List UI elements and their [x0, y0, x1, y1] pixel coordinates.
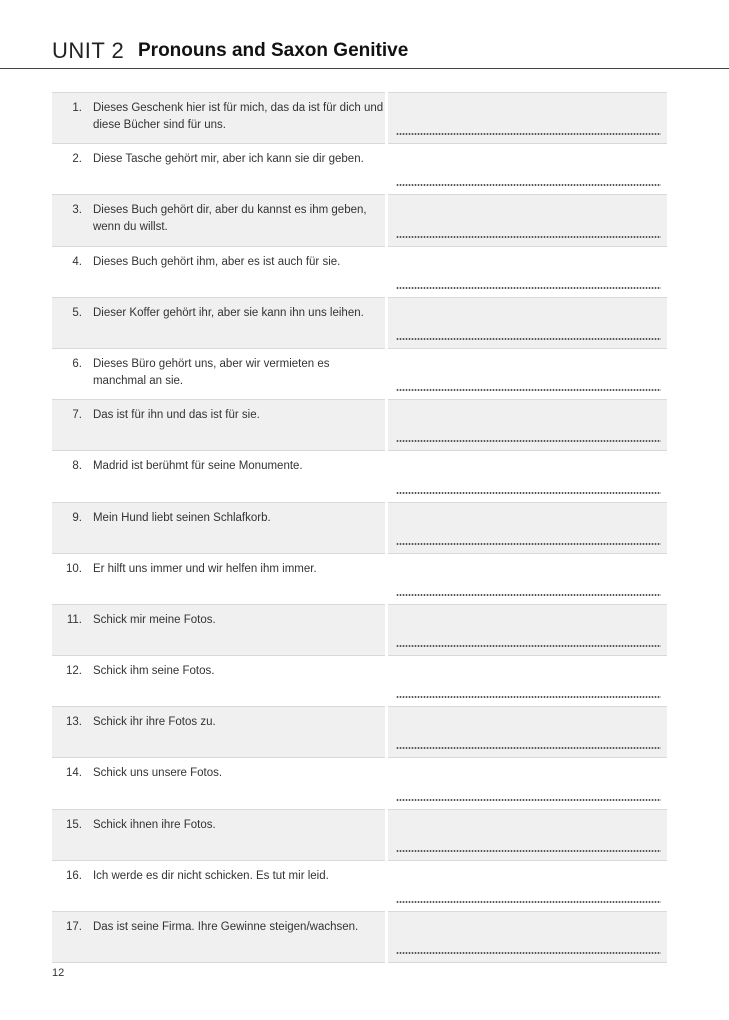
exercise-sentence: Ich werde es dir nicht schicken. Es tut mir leid.	[82, 860, 386, 911]
exercise-row	[52, 246, 667, 297]
exercise-row	[52, 451, 667, 502]
exercise-row	[52, 400, 667, 451]
exercise-sentence: Dieses Buch gehört ihm, aber es ist auch für sie.	[82, 246, 386, 297]
exercise-sentence: Dieses Buch gehört dir, aber du kannst es ihm geben, wenn du willst.	[82, 195, 386, 246]
dotted-answer-line	[396, 747, 661, 749]
dotted-answer-line	[396, 184, 661, 186]
exercise-row	[52, 348, 667, 399]
exercise-row	[52, 758, 667, 809]
exercise-sentence: Dieses Büro gehört uns, aber wir vermieten es manchmal an sie.	[82, 348, 386, 399]
exercise-sentence: Das ist seine Firma. Ihre Gewinne steigen/wachsen.	[82, 912, 386, 963]
exercise-sentence: Schick uns unsere Fotos.	[82, 758, 386, 809]
exercise-table	[52, 92, 667, 963]
dotted-answer-line	[396, 543, 661, 545]
exercise-number: 5.	[52, 297, 82, 348]
dotted-answer-line	[396, 133, 661, 135]
unit-label: UNIT 2	[52, 38, 125, 63]
exercise-row	[52, 195, 667, 246]
exercise-number: 10.	[52, 553, 82, 604]
dotted-answer-line	[396, 799, 661, 801]
exercise-number: 6.	[52, 348, 82, 399]
exercise-sentence: Schick ihnen ihre Fotos.	[82, 809, 386, 860]
exercise-sentence: Schick mir meine Fotos.	[82, 604, 386, 655]
page-header	[0, 0, 729, 69]
dotted-answer-line	[396, 338, 661, 340]
exercise-number: 14.	[52, 758, 82, 809]
answer-field[interactable]	[386, 144, 667, 195]
exercise-sentence: Das ist für ihn und das ist für sie.	[82, 400, 386, 451]
answer-field[interactable]	[386, 348, 667, 399]
exercise-number: 8.	[52, 451, 82, 502]
dotted-answer-line	[396, 901, 661, 903]
dotted-answer-line	[396, 850, 661, 852]
dotted-answer-line	[396, 645, 661, 647]
exercise-row	[52, 604, 667, 655]
exercise-sentence: Madrid ist berühmt für seine Monumente.	[82, 451, 386, 502]
dotted-answer-line	[396, 287, 661, 289]
exercise-number: 16.	[52, 860, 82, 911]
answer-field[interactable]	[386, 400, 667, 451]
dotted-answer-line	[396, 952, 661, 954]
answer-field[interactable]	[386, 246, 667, 297]
exercise-number: 11.	[52, 604, 82, 655]
answer-field[interactable]	[386, 93, 667, 144]
exercise-row	[52, 860, 667, 911]
answer-field[interactable]	[386, 860, 667, 911]
exercise-row	[52, 656, 667, 707]
exercise-row	[52, 553, 667, 604]
exercise-sentence: Mein Hund liebt seinen Schlafkorb.	[82, 502, 386, 553]
dotted-answer-line	[396, 389, 661, 391]
exercise-number: 15.	[52, 809, 82, 860]
exercise-row	[52, 297, 667, 348]
exercise-sentence: Er hilft uns immer und wir helfen ihm immer.	[82, 553, 386, 604]
exercise-number: 9.	[52, 502, 82, 553]
answer-field[interactable]	[386, 912, 667, 963]
exercise-row	[52, 144, 667, 195]
exercise-number: 1.	[52, 93, 82, 144]
dotted-answer-line	[396, 236, 661, 238]
answer-field[interactable]	[386, 297, 667, 348]
answer-field[interactable]	[386, 707, 667, 758]
answer-field[interactable]	[386, 553, 667, 604]
dotted-answer-line	[396, 492, 661, 494]
exercise-number: 13.	[52, 707, 82, 758]
exercise-sentence: Dieser Koffer gehört ihr, aber sie kann ihn uns leihen.	[82, 297, 386, 348]
exercise-number: 17.	[52, 912, 82, 963]
exercise-number: 3.	[52, 195, 82, 246]
answer-field[interactable]	[386, 502, 667, 553]
dotted-answer-line	[396, 696, 661, 698]
exercise-row	[52, 912, 667, 963]
page-title: Pronouns and Saxon Genitive	[138, 40, 409, 61]
answer-field[interactable]	[386, 604, 667, 655]
exercise-number: 4.	[52, 246, 82, 297]
dotted-answer-line	[396, 594, 661, 596]
exercise-row	[52, 93, 667, 144]
answer-field[interactable]	[386, 809, 667, 860]
exercise-sentence: Diese Tasche gehört mir, aber ich kann sie dir geben.	[82, 144, 386, 195]
answer-field[interactable]	[386, 451, 667, 502]
exercise-sentence: Dieses Geschenk hier ist für mich, das da ist für dich und diese Bücher sind für uns.	[82, 93, 386, 144]
answer-field[interactable]	[386, 656, 667, 707]
exercise-sentence: Schick ihm seine Fotos.	[82, 656, 386, 707]
exercise-row	[52, 809, 667, 860]
exercise-row	[52, 502, 667, 553]
exercise-sentence: Schick ihr ihre Fotos zu.	[82, 707, 386, 758]
answer-field[interactable]	[386, 758, 667, 809]
exercise-number: 7.	[52, 400, 82, 451]
dotted-answer-line	[396, 440, 661, 442]
exercise-number: 2.	[52, 144, 82, 195]
answer-field[interactable]	[386, 195, 667, 246]
exercise-row	[52, 707, 667, 758]
page-number: 12	[52, 967, 65, 979]
exercise-number: 12.	[52, 656, 82, 707]
